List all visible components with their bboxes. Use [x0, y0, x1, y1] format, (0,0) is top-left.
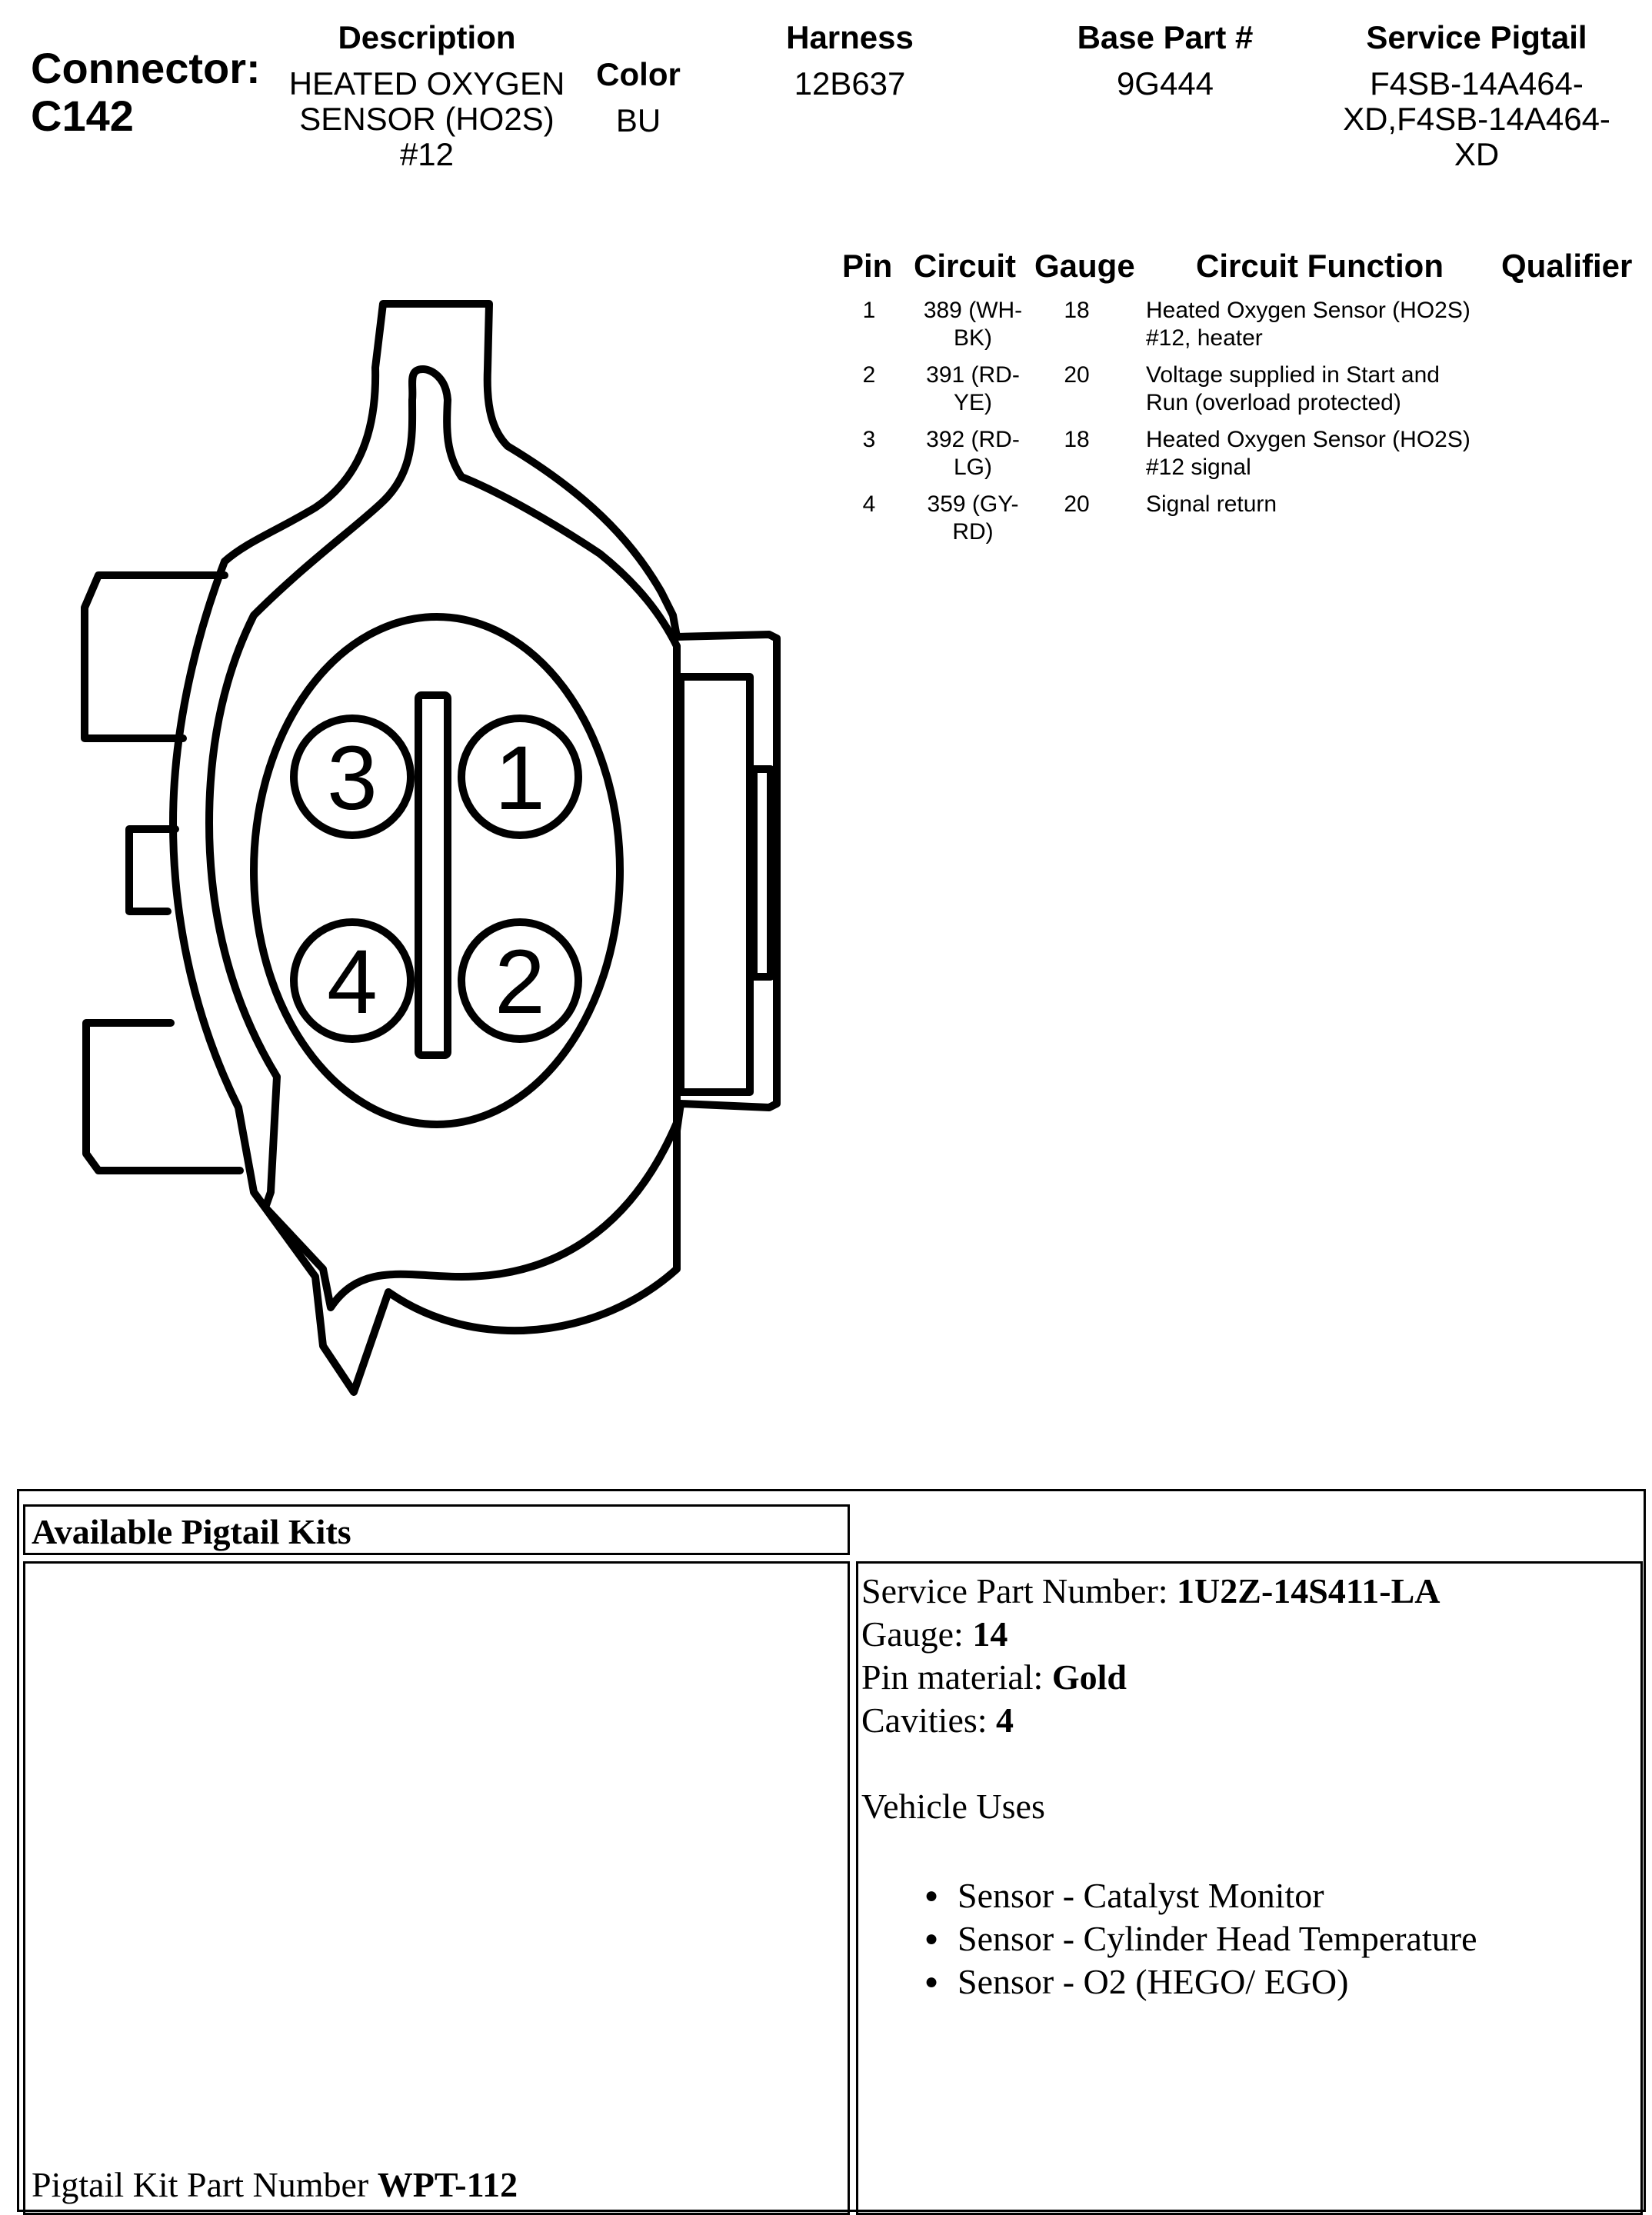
- pin-header: Pin: [842, 248, 893, 284]
- gauge-label: Gauge:: [861, 1614, 973, 1654]
- circuit-cell: [908, 491, 1038, 546]
- function-cell: [1146, 297, 1500, 352]
- gauge-cell: 20: [1064, 362, 1090, 388]
- list-item: ● Sensor - O2 (HEGO/ EGO): [861, 1960, 1638, 2003]
- color-heading: Color: [596, 56, 681, 92]
- left-tab-upper: [85, 575, 225, 738]
- gauge-header: Gauge: [1034, 248, 1135, 284]
- function-line: Run (overload protected): [1146, 390, 1401, 415]
- circuit-line: 392 (RD-: [926, 427, 1020, 452]
- connector-face-diagram: [0, 0, 846, 1461]
- circuit-line: YE): [953, 390, 992, 415]
- gauge-cell: 18: [1064, 298, 1090, 323]
- service-pigtail-line: XD,F4SB-14A464-: [1343, 101, 1610, 137]
- circuit-line: 391 (RD-: [926, 362, 1020, 388]
- pin-1-label: 1: [495, 728, 545, 829]
- gauge-row: [861, 1613, 1638, 1656]
- circuit-line: RD): [952, 519, 994, 545]
- function-line: Signal return: [1146, 491, 1277, 517]
- color-value: BU: [615, 102, 661, 138]
- pigtail-details: [861, 1570, 1638, 2003]
- pin-number: 3: [862, 427, 876, 452]
- pin-material-row: [861, 1656, 1638, 1699]
- pin-3-label: 3: [327, 728, 378, 829]
- pigtail-title: Available Pigtail Kits: [32, 1512, 351, 1551]
- kit-part-value: WPT-112: [377, 2165, 518, 2204]
- description-line: SENSOR (HO2S): [299, 101, 555, 137]
- vehicle-uses-heading: Vehicle Uses: [861, 1787, 1045, 1826]
- circuit-header: Circuit: [914, 248, 1017, 284]
- function-line: Voltage supplied in Start and: [1146, 362, 1440, 388]
- base-part-value: 9G444: [1116, 65, 1214, 102]
- connector-shell-outline: [173, 304, 777, 1392]
- description-line: #12: [399, 136, 455, 172]
- kit-part-label: Pigtail Kit Part Number: [32, 2165, 378, 2204]
- cavities-value: 4: [996, 1700, 1014, 1740]
- service-pigtail-column: [1338, 20, 1615, 172]
- circuit-line: LG): [953, 455, 992, 480]
- vehicle-uses-list: [861, 1874, 1638, 2003]
- connector-inner-outline: [209, 369, 677, 1307]
- service-part-row: [861, 1570, 1638, 1613]
- service-pigtail-heading: Service Pigtail: [1366, 19, 1587, 55]
- connector-id: C142: [31, 92, 134, 140]
- service-pigtail-line: XD: [1454, 136, 1500, 172]
- circuit-cell: [908, 361, 1038, 417]
- pigtail-details-cell: [856, 1561, 1643, 2215]
- list-item: ● Sensor - Cylinder Head Temperature: [861, 1917, 1638, 1960]
- pin-material-value: Gold: [1051, 1657, 1127, 1697]
- pin-number: 4: [862, 491, 876, 517]
- right-latch: [681, 677, 750, 1092]
- function-line: Heated Oxygen Sensor (HO2S): [1146, 298, 1470, 323]
- service-part-label: Service Part Number:: [861, 1571, 1177, 1610]
- list-item: ● Sensor - Catalyst Monitor: [861, 1874, 1638, 1917]
- qualifier-header: Qualifier: [1501, 248, 1633, 284]
- kit-part-number: [32, 2163, 518, 2207]
- circuit-cell: [908, 426, 1038, 481]
- pin-number: 2: [862, 362, 876, 388]
- function-line: #12, heater: [1146, 325, 1263, 351]
- connector-label-text: Connector:: [31, 44, 261, 92]
- circuit-line: 389 (WH-: [923, 298, 1023, 323]
- function-line: Heated Oxygen Sensor (HO2S): [1146, 427, 1470, 452]
- function-cell: [1146, 426, 1500, 481]
- circuit-line: 359 (GY-: [927, 491, 1019, 517]
- description-heading: Description: [338, 19, 516, 55]
- function-header: Circuit Function: [1196, 248, 1444, 284]
- cavities-row: [861, 1699, 1638, 1742]
- pigtail-image-cell: [23, 1561, 850, 2215]
- base-part-heading: Base Part #: [1077, 19, 1254, 55]
- description-line: HEATED OXYGEN: [288, 65, 565, 102]
- harness-heading: Harness: [786, 19, 914, 55]
- pin-material-label: Pin material:: [861, 1657, 1052, 1697]
- circuit-cell: [908, 297, 1038, 352]
- service-pigtail-line: F4SB-14A464-: [1370, 65, 1584, 102]
- gauge-cell: 20: [1064, 491, 1090, 517]
- function-cell: [1146, 491, 1500, 518]
- pigtail-title-cell: [23, 1504, 850, 1555]
- function-line: #12 signal: [1146, 455, 1251, 480]
- base-part-column: [1054, 20, 1277, 102]
- center-key-bar: [418, 695, 448, 1055]
- pin-2-label: 2: [495, 931, 545, 1033]
- function-cell: [1146, 361, 1500, 417]
- cavities-label: Cavities:: [861, 1700, 997, 1740]
- harness-value: 12B637: [794, 65, 906, 102]
- circuit-line: BK): [953, 325, 992, 351]
- pin-4-label: 4: [327, 931, 378, 1033]
- service-part-value: 1U2Z-14S411-LA: [1177, 1571, 1441, 1610]
- gauge-cell: 18: [1064, 427, 1090, 452]
- left-tab-middle: [129, 829, 175, 911]
- left-tab-lower: [86, 1023, 240, 1171]
- right-latch-inner: [754, 769, 771, 977]
- gauge-value: 14: [972, 1614, 1008, 1654]
- pin-number: 1: [862, 298, 876, 323]
